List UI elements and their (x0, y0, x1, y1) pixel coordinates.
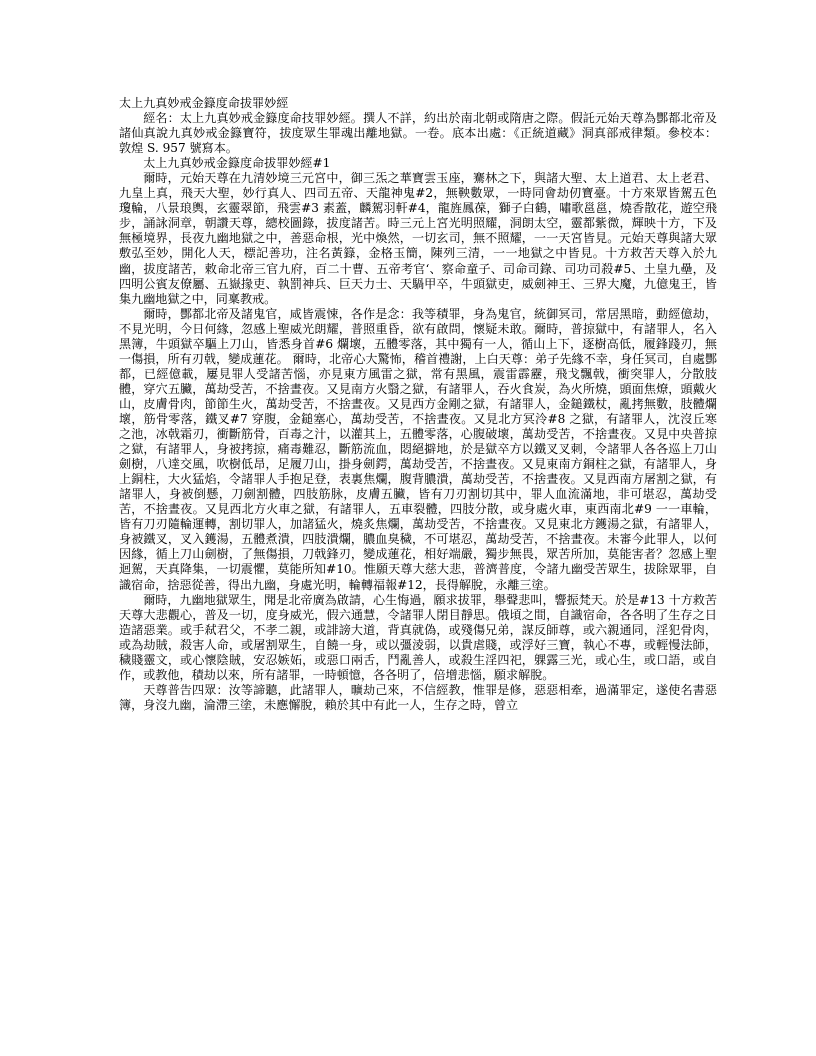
paragraph-tianzun-proclamation: 天尊普告四眾：汝等諦聽，此諸罪人，曠劫己來，不信經教，惟罪是修，惡惡相牽，過滿罪定，遂使名書惡簿，身沒九幽，淪滯三塗，未應懈脫，賴於其中有此一人，生存之時，曾立 (119, 682, 717, 712)
paragraph-scripture-heading: 太上九真妙戒金籙度命拔罪妙經#1 (143, 156, 331, 171)
paragraph-beidi-question: 爾時，酆都北帝及諸鬼官，咸皆震悚，各作是念：我等積罪，身為鬼官，統御冥司，常居黑暗，動經億劫，不見光明，今日何緣，忽感上聖威光朗耀，普照重昏，欲有啟問，懷疑未敢。爾時，普掠獄中，有諸罪人，名入黑簿，牛頭獄卒驅上刀山，皆悉身首#6 爛壞，五體零落，其中獨有一人，循山上下，逐樹高低，履鋒踐刃，無一傷損，所有刃戟，變成蓮花。 爾時，北帝心大驚怖，稽首禮謝，上白天尊：弟子先緣不幸，身任冥司，自處酆都，已經億載，屢見罪人受諸苦惱，亦見東方風雷之獄，常有黑風，震雷霹靂，飛戈飄戟，衝突罪人，分散肢體，穿穴五臟，萬劫受苦，不捨晝夜。又見南方火翳之獄，有諸罪人，吞火食炭，為火所燒，頭面焦燎，頭戴火山，皮膚骨肉，節節生火，萬劫受苦，不捨晝夜。又見西方金剛之獄，有諸罪人，金鎚鐵杖，亂拷無數，肢體爛壞，筋骨零落，鐵叉#7 穿腹，金鎚塞心，萬劫受苦，不捨晝夜。又見北方冥泠#8 之獄，有諸罪人，沈沒丘寒之池，冰戟霜刃，衝斷筋骨，百毒之汁，以灌其上，五體零落，心腹破壞，萬劫受苦，不捨晝夜。又見中央普掠之獄，有諸罪人，身被拷掠，痛毒難忍，斷筋流血，悶絕擗地，於是獄卒方以鐵叉叉刺，令諸罪人各各巡上刀山劍樹，八達交風，吹樹低昂，足履刀山，掛身劍鍔，萬劫受苦，不捨晝夜。又見東南方銅柱之獄，有諸罪人，身上銅柱，大火猛焰，令諸罪人手抱足登，表裏焦爛，腹背膿潰，萬劫受苦，不捨晝夜。又見西南方屠割之獄，有諸罪人，身被倒懸，刀劍割體，四肢筋脉，皮膚五臟，皆有刀刃割切其中，罪人血流滿地，非可堪忍，萬劫受苦，不捨晝夜。又見西北方火車之獄，有諸罪人，五車裂體，四肢分散，或身處火車，東西南北#9 一一車輪，皆有刀刃隨輪運轉，割切罪人，加諸猛火，燒炙焦爛，萬劫受苦，不捨晝夜。又見東北方鑊湯之獄，有諸罪人，身被鐵叉，叉入鑊湯，五體煮潰，四肢潰爛，膿血臭穢，不可堪忍，萬劫受苦，不捨晝夜。未審今此罪人，以何因緣，循上刀山劍樹，了無傷損，刀戟鋒刃，變成蓮花，相好端嚴，獨步無畏，眾苦所加，莫能害者？忽感上聖迴駕，天真降集，一切震懼，莫能所知#10。惟願天尊大慈大悲，普濟普度，令諸九幽受苦眾生，拔除眾罪，自識宿命，捨惡從善，得出九幽，身處光明，輪轉福報#12，長得解脫，永離三塗。 (119, 306, 717, 592)
paragraph-assembly: 爾時，元始天尊在九清妙境三元宮中，御三炁之華寶雲玉座，騫林之下，與諸大聖、太上道君、太上老君、九皇上真，飛天大聖，妙行真人、四司五帝、天龍神鬼#2，無鞅數眾，一時同會劫仞寶臺。十方來眾皆駕五色瓊輪，八景琅輿，玄靈翠節，飛雲#3 素蓋，麟駕羽軒#4，龍旌鳳葆，獅子白鶴，嘯歌邕邕，燒香散花，遊空飛步，誦詠洞章，朝讚天尊，總校圖錄，拔度諸苦。時三元上宮光明照耀，洞朗太空，靈都紫微，輝映十方，下及無極境界，長夜九幽地獄之中，善惡命根，光中煥然，一切玄司，無不照耀，一一天宮皆見。元始天尊與諸大眾敷弘至妙，開化人天，標記善功，注名黃籙，金格玉簡，陳列三清，一一地獄之中皆見。十方救苦天尊入於九幽，拔度諸苦，敕命北帝三官九府，百二十曹、五帝考官‘、察命童子、司命司錄、司功司殺#5、土皇九壘，及四明公賓友僚屬、五嶽掾吏、執罰神兵、巨天力士、天騧甲卒，牛頭獄吏，威劍神王、三界大魔，九億鬼王，皆集九幽地獄之中，同稟教戒。 (119, 171, 717, 306)
paragraph-sentient-beings: 爾時，九幽地獄眾生，聞是北帝廣為啟請，心生悔過，願求拔罪，舉聲悲叫，響振梵天。於是#13 十方救苦天尊大悲觀心，普及一切，度身威光，假六通慧，令諸罪人閉目靜思。俄頃之間，自識宿命，各各明了生存之日造諸惡業。或手弒君父，不孝二親，或誹謗大道，背真就偽，或殘傷兄弟，謀反師尊，或六親通同，淫犯骨肉，或為劫賊，殺害人命，或屠割眾生，自饒一身，或以彊淩弱，以貴虐賤，或浮好三寶，執心不專，或輕慢法師，穢賤靈文，或心懷陰賊，安忍嫉妬，或惡口兩舌，鬥亂善人，或殺生淫四祀，躶露三光，或心生，或口語，或自作，或教他，積劫以來，所有諸罪，一時頓憶，各各明了，倍增悲惱，願求解脫。 (119, 592, 717, 682)
document-text-body (119, 96, 717, 713)
document-title: 太上九真妙戒金籙度命拔罪妙經 (119, 96, 289, 110)
paragraph-colophon: 經名：太上九真妙戒金籙度命技罪妙經。撰人不詳，約出於南北朝或隋唐之際。假託元始天尊為酆都北帝及諸仙真說九真妙戒金籙寶符，拔度眾生罪魂出離地獄。一卷。底本出處：《正統道藏》洞真部戒律類。參校本：敦煌 S. 957 號寫本。 (119, 111, 717, 156)
